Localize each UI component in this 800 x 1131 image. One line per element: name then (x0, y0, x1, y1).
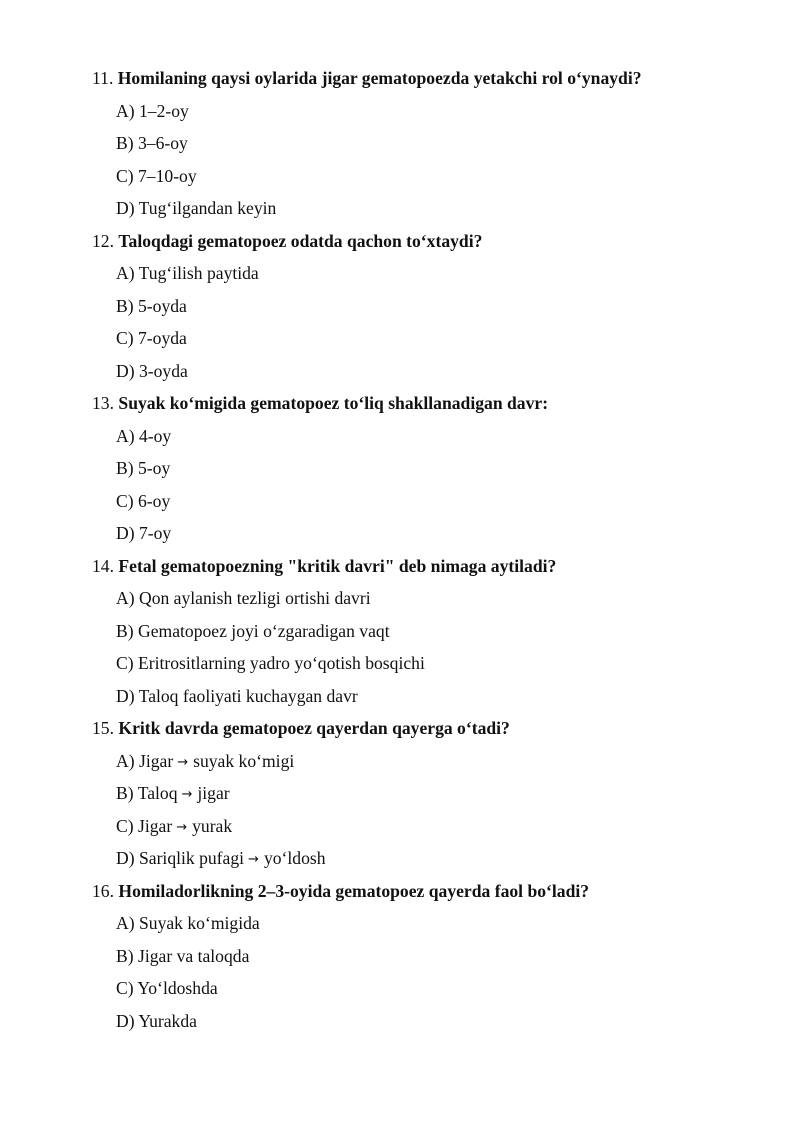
answer-option-a (0, 745, 800, 778)
option-letter: B) (116, 620, 134, 641)
question-number: 16. (92, 880, 114, 901)
answer-option-a (0, 420, 800, 453)
option-letter: A) (116, 588, 135, 608)
question-stem (0, 387, 800, 420)
option-from: Jigar (138, 750, 174, 771)
option-text: Jigar va taloqda (138, 945, 250, 966)
option-text: Gematopoez joyi o‘zgaradigan vaqt (138, 620, 390, 641)
question-stem (0, 712, 800, 745)
question-text: Taloqdagi gematopoez odatda qachon to‘xtaydi? (118, 230, 483, 251)
answer-option-b (0, 290, 800, 323)
option-text: 3–6-oy (138, 133, 188, 153)
question-text: Kritk davrda gematopoez qayerdan qayerga o‘tadi? (118, 718, 510, 738)
option-letter: C) (116, 165, 134, 186)
question-number: 11. (92, 68, 114, 88)
option-letter: B) (116, 945, 134, 966)
option-from: Jigar (138, 815, 173, 836)
answer-option-c (0, 322, 800, 355)
option-text: 5-oyda (138, 295, 187, 316)
option-text: Yurakda (138, 1010, 197, 1031)
option-letter: A) (116, 263, 135, 283)
question-12 (0, 225, 800, 388)
answer-option-a (0, 907, 800, 940)
option-letter: B) (116, 295, 134, 316)
option-text: 5-oy (138, 458, 171, 478)
option-letter: D) (116, 198, 135, 218)
question-number: 13. (92, 393, 114, 413)
option-letter: C) (116, 978, 134, 998)
option-text: Suyak ko‘migida (138, 913, 260, 933)
arrow-right-icon: → (181, 787, 193, 802)
option-text: 6-oy (138, 490, 171, 511)
question-number: 15. (92, 718, 114, 738)
question-stem (0, 550, 800, 583)
question-13 (0, 387, 800, 550)
option-to: suyak ko‘migi (193, 750, 295, 771)
option-letter: B) (116, 783, 134, 803)
option-text: 1–2-oy (138, 100, 189, 121)
question-text: Fetal gematopoezning "kritik davri" deb nimaga aytiladi? (118, 555, 557, 576)
arrow-right-icon: → (248, 852, 259, 867)
option-to: yo‘ldosh (263, 848, 326, 868)
option-letter: D) (116, 1010, 135, 1031)
question-number: 14. (92, 555, 114, 576)
answer-option-c (0, 160, 800, 193)
question-stem (0, 62, 800, 95)
question-text: Suyak ko‘migida gematopoez to‘liq shakllanadigan davr: (118, 393, 549, 413)
option-text: Qon aylanish tezligi ortishi davri (138, 588, 371, 608)
option-letter: B) (116, 133, 134, 153)
option-letter: C) (116, 815, 134, 836)
answer-option-b (0, 777, 800, 810)
answer-option-b (0, 940, 800, 973)
option-from: Taloq (137, 783, 178, 803)
option-letter: B) (116, 458, 134, 478)
question-11 (0, 62, 800, 225)
option-text: 3-oyda (138, 360, 188, 381)
option-letter: A) (116, 425, 135, 446)
option-letter: D) (116, 360, 135, 381)
option-letter: D) (116, 848, 135, 868)
option-text: 4-oy (138, 425, 172, 446)
answer-option-c (0, 810, 800, 843)
answer-option-c (0, 647, 800, 680)
question-stem (0, 875, 800, 908)
option-letter: A) (116, 913, 135, 933)
option-from: Sariqlik pufagi (138, 848, 245, 868)
option-letter: C) (116, 653, 134, 673)
question-text: Homiladorlikning 2–3-oyida gematopoez qayerda faol bo‘ladi? (118, 880, 590, 901)
answer-option-a (0, 257, 800, 290)
question-15 (0, 712, 800, 875)
answer-option-a (0, 95, 800, 128)
answer-option-b (0, 127, 800, 160)
option-to: yurak (192, 815, 233, 836)
answer-option-a (0, 582, 800, 615)
option-text: Taloq faoliyati kuchaygan davr (138, 685, 358, 706)
option-text: Tug‘ilgandan keyin (138, 198, 277, 218)
option-letter: D) (116, 685, 135, 706)
option-letter: C) (116, 490, 134, 511)
option-letter: A) (116, 100, 135, 121)
answer-option-c (0, 485, 800, 518)
option-text: Yo‘ldoshda (137, 978, 218, 998)
option-text: 7-oyda (138, 328, 187, 348)
option-text: Tug‘ilish paytida (138, 263, 259, 283)
question-16 (0, 875, 800, 1038)
answer-option-d (0, 1005, 800, 1038)
option-letter: A) (116, 750, 135, 771)
option-to: jigar (197, 783, 230, 803)
option-text: Eritrositlarning yadro yo‘qotish bosqichi (138, 653, 425, 673)
answer-option-b (0, 452, 800, 485)
answer-option-c (0, 972, 800, 1005)
answer-option-d (0, 355, 800, 388)
question-number: 12. (92, 230, 114, 251)
option-letter: C) (116, 328, 134, 348)
question-14 (0, 550, 800, 713)
option-text: 7–10-oy (138, 165, 197, 186)
arrow-right-icon: → (177, 754, 189, 770)
question-stem (0, 225, 800, 258)
answer-option-d (0, 680, 800, 713)
arrow-right-icon: → (176, 819, 188, 835)
answer-option-d (0, 192, 800, 225)
answer-option-b (0, 615, 800, 648)
question-text: Homilaning qaysi oylarida jigar gematopoezda yetakchi rol o‘ynaydi? (117, 68, 642, 88)
option-letter: D) (116, 523, 135, 543)
option-text: 7-oy (138, 523, 172, 543)
answer-option-d (0, 842, 800, 875)
question-list (0, 62, 800, 1037)
answer-option-d (0, 517, 800, 550)
